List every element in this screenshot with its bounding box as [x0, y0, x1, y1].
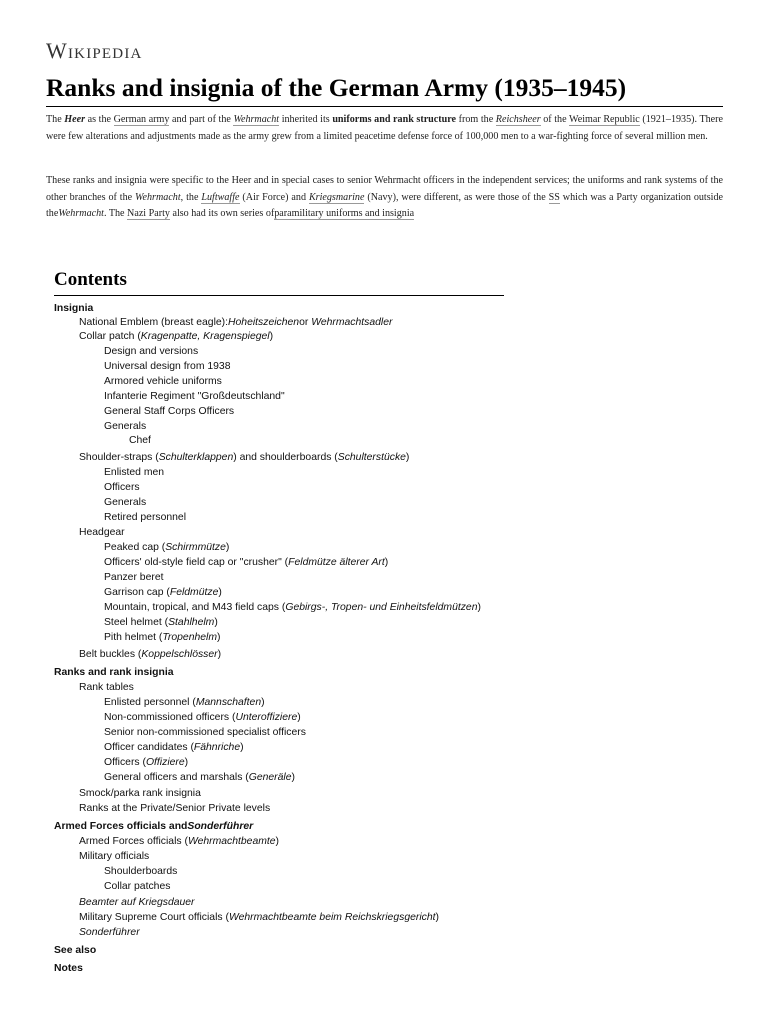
toc-item-label: ) [435, 912, 439, 923]
toc-item-label: Notes [54, 963, 83, 974]
toc-item-label: ) [477, 602, 481, 613]
toc-item[interactable] [79, 648, 221, 661]
toc-item-label: ) [225, 542, 230, 553]
toc-item-label: ) [261, 697, 265, 708]
toc-item-label: Ranks and rank insignia [54, 667, 174, 678]
text: . The [103, 208, 128, 219]
intro-paragraph [46, 112, 723, 145]
toc-item[interactable] [79, 451, 409, 464]
toc-item-label: ) [384, 557, 389, 568]
toc-item-label: Non-commissioned officers ( [104, 712, 236, 723]
text: , the [180, 191, 202, 203]
toc-item[interactable] [54, 302, 93, 315]
kriegsmarine-link[interactable] [309, 192, 365, 204]
wikipedia-wordmark[interactable]: Wikipedia [46, 38, 143, 63]
toc-item-label: Universal design from 1938 [104, 361, 231, 372]
text: and part of the [169, 114, 234, 125]
toc-item[interactable] [104, 571, 164, 584]
text: which was a Party organization outside the [46, 191, 723, 219]
toc-item[interactable] [129, 434, 151, 447]
text: (1921–1935). There were few alterations and adjustments made as the army grew from a limited peacetime defense force of 100,000 men to a war-fighting force of several million men. [46, 114, 723, 142]
toc-item-label: or [299, 316, 312, 328]
toc-item-label: Design and versions [104, 346, 199, 357]
luftwaffe-text: Luftwaffe [201, 191, 240, 203]
toc-item-label: Peaked cap ( [104, 542, 166, 553]
toc-item[interactable] [79, 835, 279, 848]
text: The [46, 114, 65, 125]
nazi-party-link[interactable]: Nazi Party [127, 208, 170, 219]
toc-item[interactable] [79, 316, 392, 329]
toc-item-label: ) [269, 331, 274, 342]
toc-item-italic: Beamter auf Kriegsdauer [79, 897, 195, 908]
text: (Air Force) and [239, 191, 309, 203]
contents-heading: Contents [54, 268, 504, 296]
toc-item-label: General Staff Corps Officers [104, 406, 235, 417]
toc-item-label: Armored vehicle uniforms [104, 376, 222, 387]
wehrmacht-text: Wehrmacht [233, 114, 280, 125]
toc-item-label: ) [214, 617, 218, 628]
toc-item-label: Headgear [79, 527, 125, 538]
toc-item[interactable] [104, 345, 198, 358]
toc-item-label: Infanterie Regiment "Großdeutschland" [104, 391, 285, 402]
toc-item-label: ) and shoulderboards ( [233, 452, 338, 463]
toc-item-italic: Wehrmachtsadler [311, 316, 393, 328]
toc-item[interactable] [104, 771, 295, 784]
toc-item[interactable] [54, 962, 83, 975]
toc-item-label: See also [54, 945, 97, 956]
toc-item-label: Generals [104, 497, 147, 508]
toc-item-italic: Stahlhelm [168, 617, 215, 628]
text: from the [456, 114, 496, 125]
toc-item[interactable] [104, 696, 265, 709]
toc-item-label: Generals [104, 421, 147, 432]
toc-item-italic: Feldmütze älterer Art [288, 557, 385, 568]
toc-item[interactable] [54, 944, 96, 957]
toc-item[interactable] [79, 526, 125, 539]
toc-item-italic: Sonderführer [187, 821, 254, 832]
second-paragraph [46, 173, 723, 223]
toc-item-label: Collar patches [104, 881, 171, 892]
toc-item[interactable] [104, 711, 301, 724]
wehrmacht-term: Wehrmacht [58, 208, 104, 219]
toc-item[interactable] [104, 726, 306, 739]
toc-item-label: Armed Forces officials ( [79, 836, 188, 847]
toc-item-italic: Generäle [248, 772, 292, 783]
toc-item-label: ) [405, 452, 410, 463]
wehrmacht-term: Wehrmacht [135, 191, 181, 203]
toc-item[interactable] [79, 911, 439, 924]
toc-item-label: Military Supreme Court officials ( [79, 912, 229, 923]
toc-item[interactable] [79, 802, 270, 815]
toc-item-label: National Emblem (breast eagle): [79, 316, 229, 328]
toc-item-label: ) [217, 632, 221, 643]
toc-item-label: ) [217, 649, 222, 660]
german-army-link[interactable]: German army [113, 114, 170, 125]
text: also had its own series of [169, 208, 275, 219]
reichsheer-link[interactable] [496, 114, 541, 126]
toc-item[interactable] [104, 865, 177, 878]
toc-item-label: ) [184, 757, 189, 768]
toc-item[interactable] [104, 616, 218, 629]
toc-item-label: Military officials [79, 851, 150, 862]
toc-item[interactable] [104, 496, 146, 509]
toc-item-label: Officers ( [104, 757, 146, 768]
text: of the [540, 114, 570, 125]
table-of-contents [54, 268, 504, 974]
toc-item-label: Chef [129, 435, 151, 446]
toc-item-italic: Schulterstücke [337, 452, 406, 463]
toc-item-italic: Schirmmütze [165, 542, 226, 553]
text: (Navy), were different, as were those of the [364, 191, 549, 203]
toc-item-label: General officers and marshals ( [104, 772, 249, 783]
toc-item-label: ) [275, 836, 280, 847]
toc-item[interactable] [104, 556, 388, 569]
toc-item-label: ) [297, 712, 301, 723]
toc-item-label: Enlisted men [104, 467, 165, 478]
toc-item-italic: Unteroffiziere [235, 712, 298, 723]
toc-item[interactable] [104, 375, 222, 388]
luftwaffe-link[interactable] [201, 192, 239, 204]
toc-item-italic: Mannschaften [195, 697, 262, 708]
toc-item-italic: Gebirgs-, Tropen- und Einheitsfeldmützen [285, 602, 478, 613]
toc-item-label: Insignia [54, 303, 94, 314]
toc-item-italic: Feldmütze [169, 587, 219, 598]
toc-item-italic: Offiziere [145, 757, 185, 768]
toc-item-italic: Hoheitszeichen [228, 316, 300, 328]
toc-item[interactable] [54, 666, 174, 679]
toc-item[interactable] [79, 896, 195, 909]
toc-item[interactable] [104, 390, 285, 403]
toc-item-label: Shoulder-straps ( [79, 452, 159, 463]
toc-item[interactable] [104, 360, 230, 373]
toc-item[interactable] [79, 330, 273, 343]
reichsheer-text: Reichsheer [495, 114, 541, 125]
paramilitary-uniforms-link[interactable]: paramilitary uniforms and insignia [274, 208, 415, 219]
toc-item[interactable] [104, 466, 164, 479]
toc-item-label: ) [240, 742, 244, 753]
text: as the [85, 114, 114, 125]
toc-item-label: Senior non-commissioned specialist officers [104, 727, 306, 738]
toc-item-italic: Fähnriche [193, 742, 241, 753]
toc-item[interactable] [54, 820, 253, 833]
weimar-republic-link[interactable]: Weimar Republic [569, 114, 640, 125]
text: inherited its [279, 114, 333, 125]
toc-item[interactable] [104, 586, 222, 599]
toc-item-label: Panzer beret [104, 572, 164, 583]
toc-item-label: Garrison cap ( [104, 587, 170, 598]
toc-item-italic: Wehrmachtbeamte [187, 836, 276, 847]
uniforms-term: uniforms and rank structure [332, 114, 457, 125]
text: These ranks and insignia were specific to the Heer and in special cases to senior Wehrmacht officers in the independent services; the uniforms and rank systems of the other branches of the [46, 175, 723, 203]
toc-item-label: Officers [104, 482, 140, 493]
toc-item-label: Rank tables [79, 682, 134, 693]
toc-item[interactable] [104, 405, 234, 418]
toc-item-italic: Tropenhelm [162, 632, 218, 643]
toc-item-label: Retired personnel [104, 512, 187, 523]
page-title: Ranks and insignia of the German Army (1935–1945) [46, 72, 723, 107]
toc-item-label: Enlisted personnel ( [104, 697, 196, 708]
heer-term: Heer [64, 114, 86, 125]
toc-item-label: Armed Forces officials and [54, 821, 188, 832]
ss-link[interactable]: SS [548, 191, 560, 203]
toc-item-italic: Wehrmachtbeamte beim Reichskriegsgericht [228, 912, 436, 923]
toc-item[interactable] [104, 756, 188, 769]
toc-item[interactable] [104, 420, 146, 433]
toc-item-italic: Schulterklappen [158, 452, 234, 463]
toc-item[interactable] [104, 541, 229, 554]
toc-item[interactable] [104, 481, 140, 494]
toc-item[interactable] [104, 741, 244, 754]
kriegsmarine-text: Kriegsmarine [308, 191, 365, 203]
toc-item-label: Officer candidates ( [104, 742, 194, 753]
toc-item[interactable] [79, 926, 140, 939]
toc-item-label: ) [218, 587, 222, 598]
toc-item[interactable] [104, 631, 220, 644]
toc-item-label: Mountain, tropical, and M43 field caps ( [104, 602, 286, 613]
wehrmacht-link[interactable] [233, 114, 279, 126]
toc-item-label: Officers' old-style field cap or "crusher" ( [104, 557, 289, 568]
toc-item[interactable] [79, 681, 134, 694]
toc-item-italic: Sonderführer [79, 927, 140, 938]
toc-item-label: Collar patch ( [79, 331, 141, 342]
toc-item-label: Shoulderboards [104, 866, 178, 877]
toc-item-label: ) [291, 772, 295, 783]
toc-item-label: Belt buckles ( [79, 649, 142, 660]
toc-item[interactable] [104, 880, 170, 893]
toc-item-label: Smock/parka rank insignia [79, 788, 201, 799]
toc-item[interactable] [79, 850, 149, 863]
toc-item-label: Ranks at the Private/Senior Private levels [79, 803, 271, 814]
toc-item-label: Pith helmet ( [104, 632, 163, 643]
toc-item[interactable] [79, 787, 201, 800]
toc-item[interactable] [104, 601, 481, 614]
toc-item-italic: Koppelschlösser [141, 649, 218, 660]
toc-item-italic: Kragenpatte, Kragenspiegel [140, 331, 270, 342]
toc-item-label: Steel helmet ( [104, 617, 169, 628]
toc-item[interactable] [104, 511, 186, 524]
